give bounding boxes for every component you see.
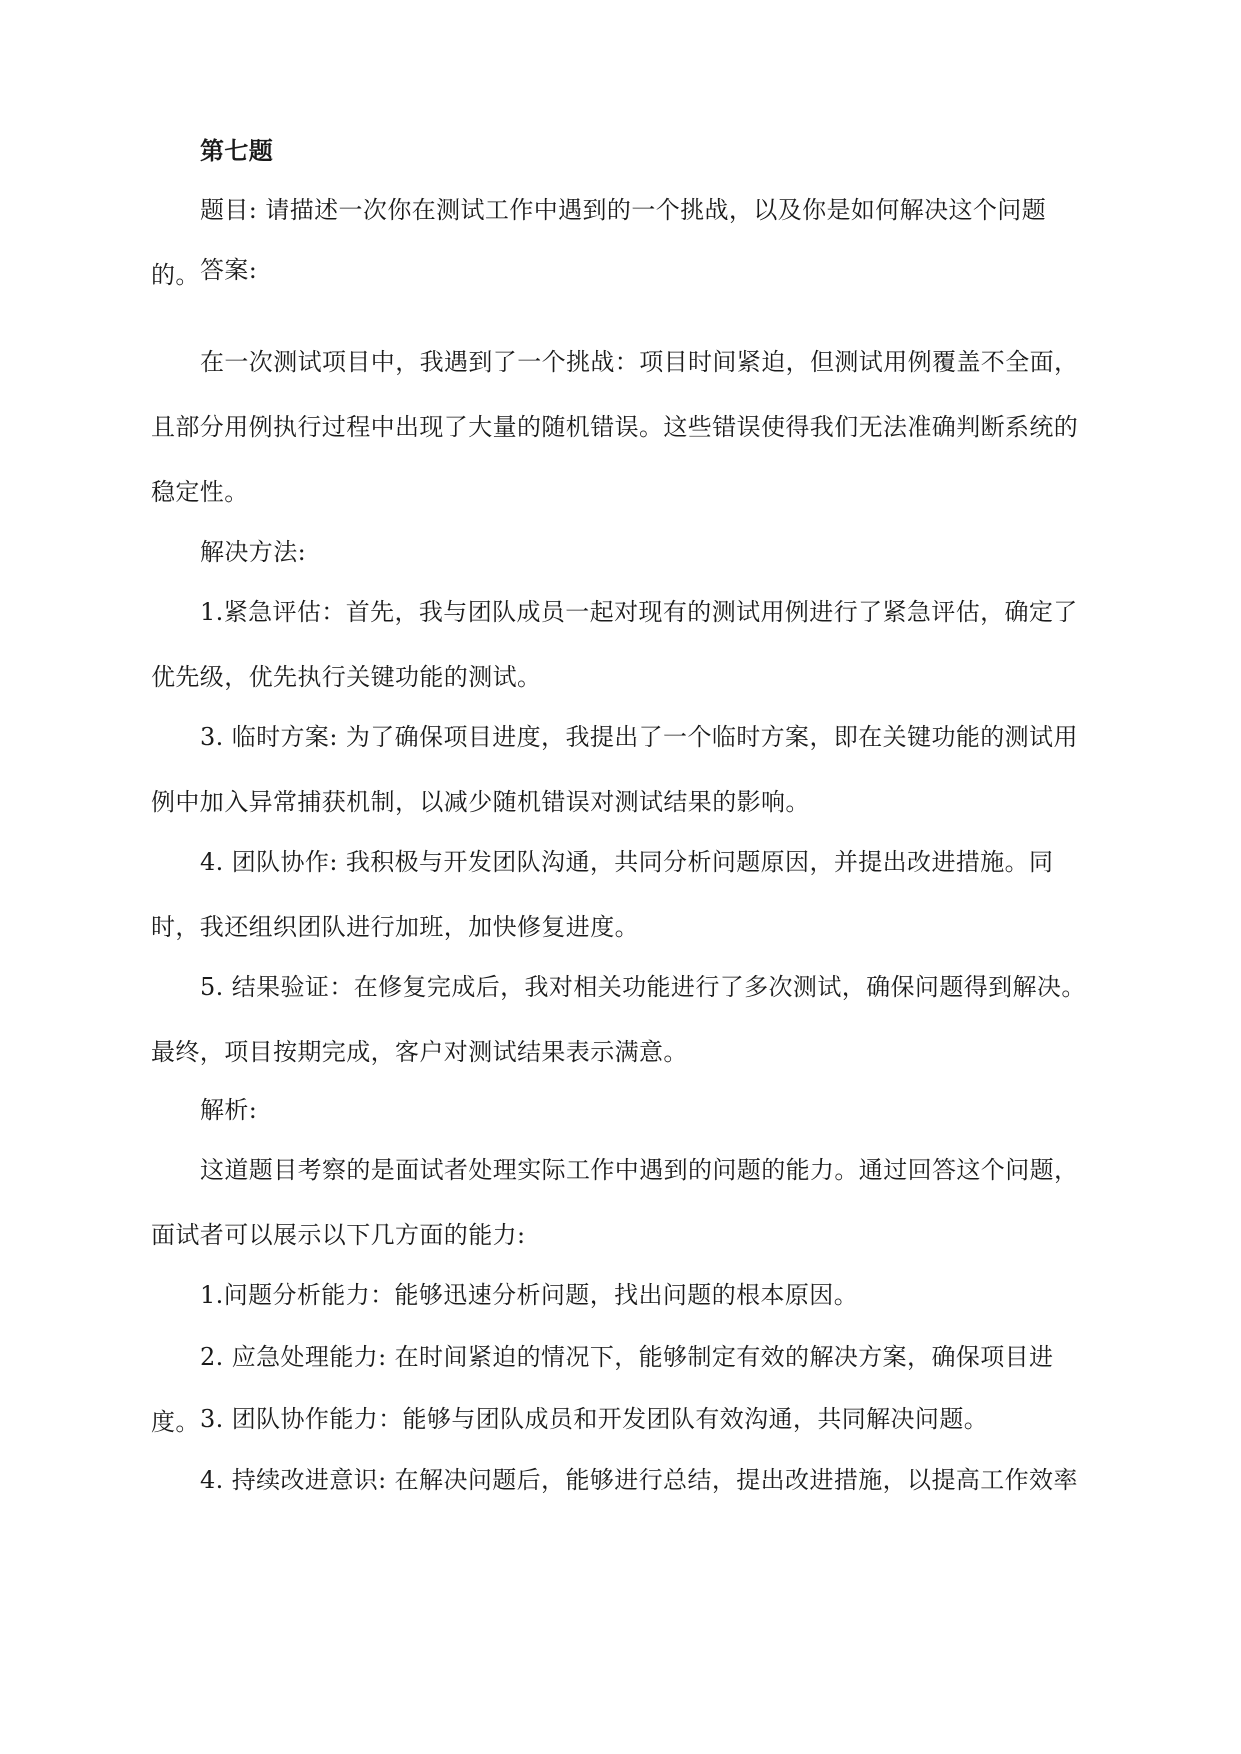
ability-item: 1.问题分析能力：能够迅速分析问题，找出问题的根本原因。: [200, 1281, 859, 1309]
method-label: 解决方法:: [200, 538, 307, 566]
ability-item: 3. 团队协作能力：能够与团队成员和开发团队有效沟通，共同解决问题。: [200, 1405, 989, 1433]
ability-item: 2. 应急处理能力: 在时间紧迫的情况下，能够制定有效的解决方案，确保项目进度。: [151, 1343, 1054, 1436]
step-item: 3. 临时方案: 为了确保项目进度，我提出了一个临时方案，即在关键功能的测试用例中加入异常捕获机制，以减少随机错误对测试结果的影响。: [151, 723, 1078, 816]
ability-item: 4. 持续改进意识: 在解决问题后，能够进行总结，提出改进措施，以提高工作效率: [200, 1466, 1078, 1494]
step-item: 5. 结果验证：在修复完成后，我对相关功能进行了多次测试，确保问题得到解决。最终，项目按期完成，客户对测试结果表示满意。: [151, 973, 1086, 1066]
step-item: 1.紧急评估：首先，我与团队成员一起对现有的测试用例进行了紧急评估，确定了优先级，优先执行关键功能的测试。: [151, 598, 1078, 691]
answer-label: 答案:: [200, 256, 258, 284]
analysis-label: 解析:: [200, 1096, 258, 1124]
question-text: 题目: 请描述一次你在测试工作中遇到的一个挑战，以及你是如何解决这个问题的。: [151, 196, 1047, 289]
answer-paragraph: 在一次测试项目中，我遇到了一个挑战：项目时间紧迫，但测试用例覆盖不全面，且部分用例执行过程中出现了大量的随机错误。这些错误使得我们无法准确判断系统的稳定性。: [151, 348, 1079, 506]
question-heading: 第七题: [200, 136, 274, 165]
analysis-paragraph: 这道题目考察的是面试者处理实际工作中遇到的问题的能力。通过回答这个问题，面试者可以展示以下几方面的能力:: [151, 1156, 1079, 1249]
step-item: 4. 团队协作: 我积极与开发团队沟通，共同分析问题原因，并提出改进措施。同时，我还组织团队进行加班，加快修复进度。: [151, 848, 1054, 941]
